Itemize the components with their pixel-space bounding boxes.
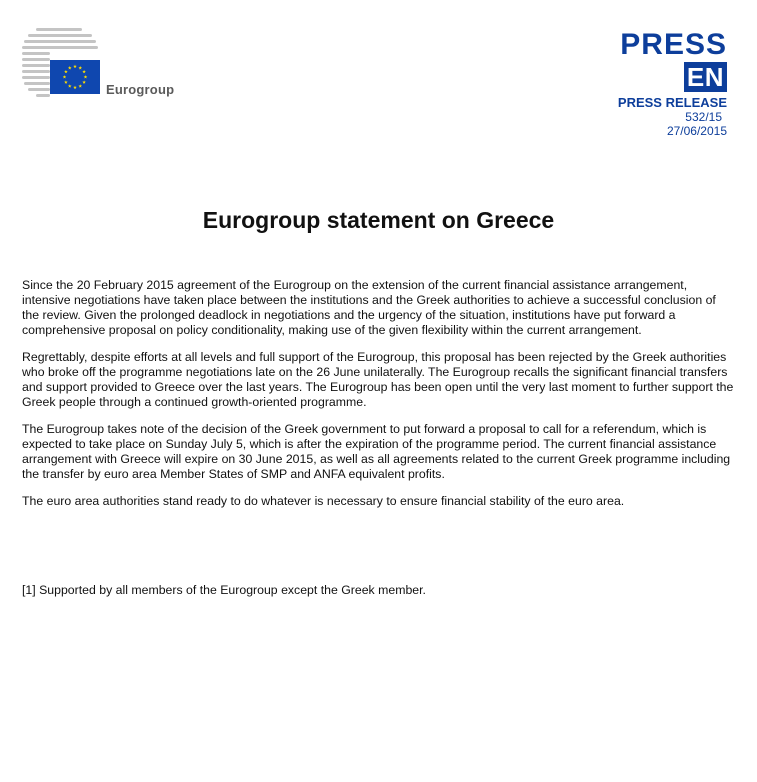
eu-flag-icon [50,60,100,94]
release-date: 27/06/2015 [666,124,727,138]
document-body [22,278,734,521]
paragraph-1: Since the 20 February 2015 agreement of the Eurogroup on the extension of the current financial assistance arrangement, intensive negotiations have taken place between the institutions and the Greek authorities to achieve a successful conclusion of the review. Given the prolonged deadlock in negotiations and the urgency of the situation, institutions have put forward a comprehensive proposal on policy conditionality, making use of the given flexibility within the current arrangement. [22,278,716,337]
eurogroup-logo [22,28,182,108]
paragraph-4: The euro area authorities stand ready to do whatever is necessary to ensure financial stability of the euro area. [22,494,625,508]
press-release-header [507,30,727,138]
press-word: PRESS [620,28,727,61]
logo-name: Eurogroup [106,82,175,97]
document-title: Eurogroup statement on Greece [202,207,555,233]
paragraph-2: Regrettably, despite efforts at all levels and full support of the Eurogroup, this proposal has been rejected by the Greek authorities who broke off the programme negotiations late on the 26 June unilaterally. The Eurogroup recalls the significant financial transfers and support provided to Greece over the last years. The Eurogroup has been open until the very last moment to further support the Greek people through a continued growth-oriented programme. [22,350,734,409]
paragraph-3: The Eurogroup takes note of the decision of the Greek government to put forward a proposal to call for a referendum, which is expected to take place on Sunday July 5, which is after the expiration of the programme period. The current financial assistance arrangement with Greece will expire on 30 June 2015, as well as all agreements related to the current Greek programme including the transfer by euro area Member States of SMP and ANFA equivalent profits. [22,422,731,481]
footnote: [1] Supported by all members of the Eurogroup except the Greek member. [22,583,426,597]
release-number: 532/15 [685,110,722,124]
press-release-label: PRESS RELEASE [617,95,727,110]
language-badge: EN [684,62,727,92]
